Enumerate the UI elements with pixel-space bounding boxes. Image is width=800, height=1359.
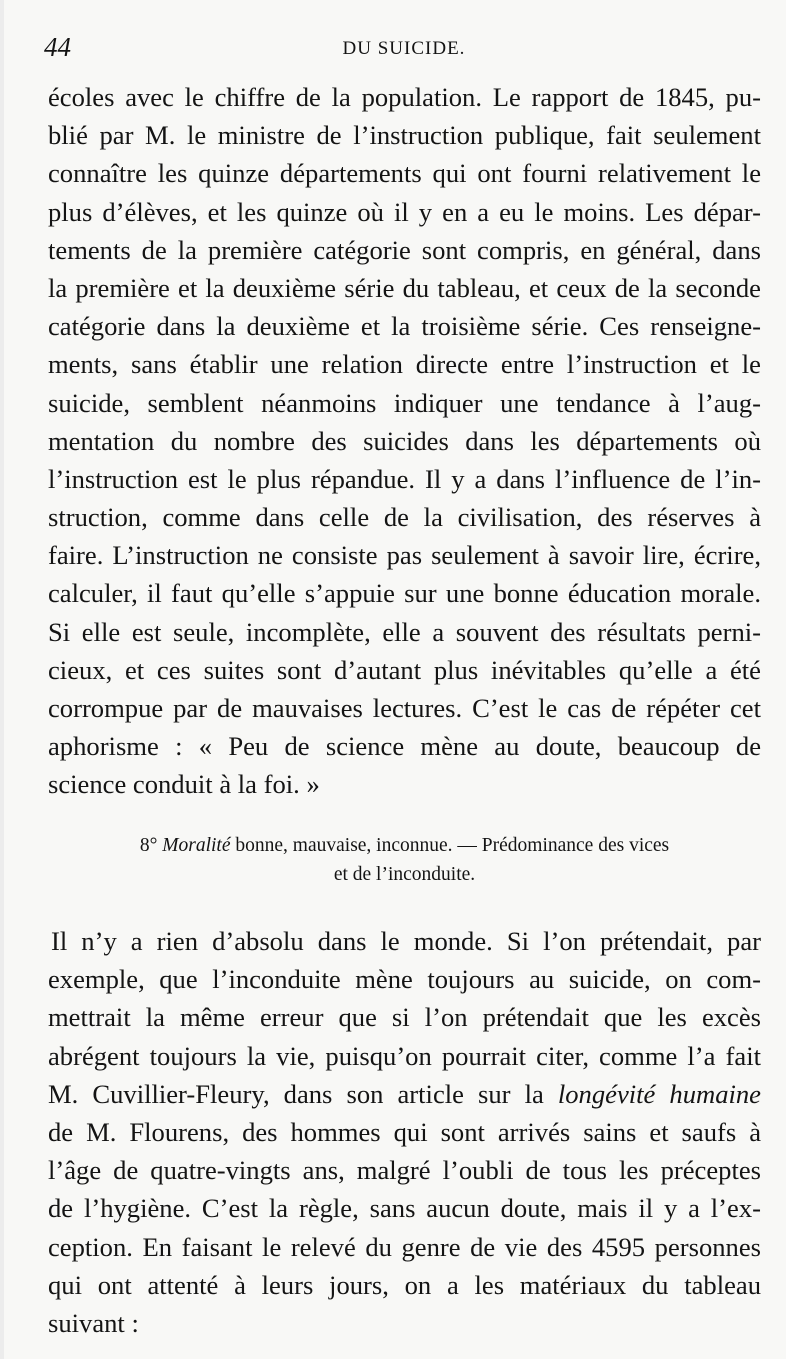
text-line: ception. En faisant le relevé du genre de vie des 4595 personnes	[48, 1231, 761, 1262]
section-number: 8°	[139, 835, 158, 856]
text-line: struction, comme dans celle de la civilisation, des réserves à	[48, 502, 761, 533]
text-line: blié par M. le ministre de l’instruction publique, fait seulement	[48, 120, 761, 151]
paragraph-instruction	[48, 78, 761, 804]
text-line: exemple, que l’inconduite mène toujours au suicide, on com-	[48, 964, 761, 995]
section-title-italic: Moralité	[162, 835, 231, 856]
text-line: cieux, et ces suites sont d’autant plus inévitables qu’elle a été	[48, 654, 761, 685]
running-head: DU SUICIDE.	[342, 38, 466, 59]
page-number: 44	[44, 32, 71, 62]
text-line: plus d’élèves, et les quinze où il y en a eu le moins. Les dépar-	[48, 196, 761, 227]
text-segment: M. Cuvillier-Fleury, dans son article sur la	[48, 1078, 544, 1109]
section-heading	[48, 831, 761, 889]
text-line: aphorisme : « Peu de science mène au doute, beaucoup de	[48, 731, 761, 762]
section-heading-line	[48, 831, 761, 860]
text-line: suivant :	[48, 1307, 139, 1338]
text-line: l’âge de quatre-vingts ans, malgré l’oubli de tous les préceptes	[48, 1155, 761, 1186]
text-line: de l’hygiène. C’est la règle, sans aucun doute, mais il y a l’ex-	[48, 1193, 761, 1224]
text-line: mettrait la même erreur que si l’on prétendait que les excès	[48, 1002, 761, 1033]
text-line-with-italic	[48, 1075, 761, 1113]
text-line: faire. L’instruction ne consiste pas seulement à savoir lire, écrire,	[48, 540, 761, 571]
italic-term: longévité humaine	[557, 1078, 761, 1109]
text-line: la première et la deuxième série du tableau, et ceux de la seconde	[48, 272, 761, 303]
text-line: ments, sans établir une relation directe entre l’instruction et le	[48, 349, 761, 380]
text-line: qui ont attenté à leurs jours, on a les matériaux du tableau	[48, 1269, 761, 1300]
text-line: l’instruction est le plus répandue. Il y a dans l’influence de l’in-	[48, 463, 761, 494]
text-line: suicide, semblent néanmoins indiquer une tendance à l’aug-	[48, 387, 761, 418]
text-line: mentation du nombre des suicides dans les départements où	[48, 425, 761, 456]
text-line: connaître les quinze départements qui ont fourni relativement le	[48, 158, 761, 189]
text-line: Il n’y a rien d’absolu dans le monde. Si l’on prétendait, par	[51, 926, 761, 956]
text-line: Si elle est seule, incomplète, elle a souvent des résultats perni-	[48, 616, 761, 647]
text-line: tements de la première catégorie sont compris, en général, dans	[48, 234, 761, 265]
text-line: abrégent toujours la vie, puisqu’on pourrait citer, comme l’a fait	[48, 1040, 761, 1071]
section-heading-line-2: et de l’inconduite.	[333, 864, 476, 885]
section-title-rest: bonne, mauvaise, inconnue. — Prédominance des vices	[235, 835, 670, 856]
text-line: écoles avec le chiffre de la population. Le rapport de 1845, pu-	[48, 82, 761, 112]
text-line: catégorie dans la deuxième et la troisième série. Ces renseigne-	[48, 311, 761, 342]
page-header	[44, 28, 764, 68]
text-line: de M. Flourens, des hommes qui sont arrivés sains et saufs à	[48, 1116, 761, 1147]
paragraph-moralite	[48, 922, 761, 1342]
text-line: science conduit à la foi. »	[48, 769, 320, 800]
text-line: corrompue par de mauvaises lectures. C’est le cas de répéter cet	[48, 693, 761, 723]
text-line: calculer, il faut qu’elle s’appuie sur une bonne éducation morale.	[48, 578, 761, 609]
